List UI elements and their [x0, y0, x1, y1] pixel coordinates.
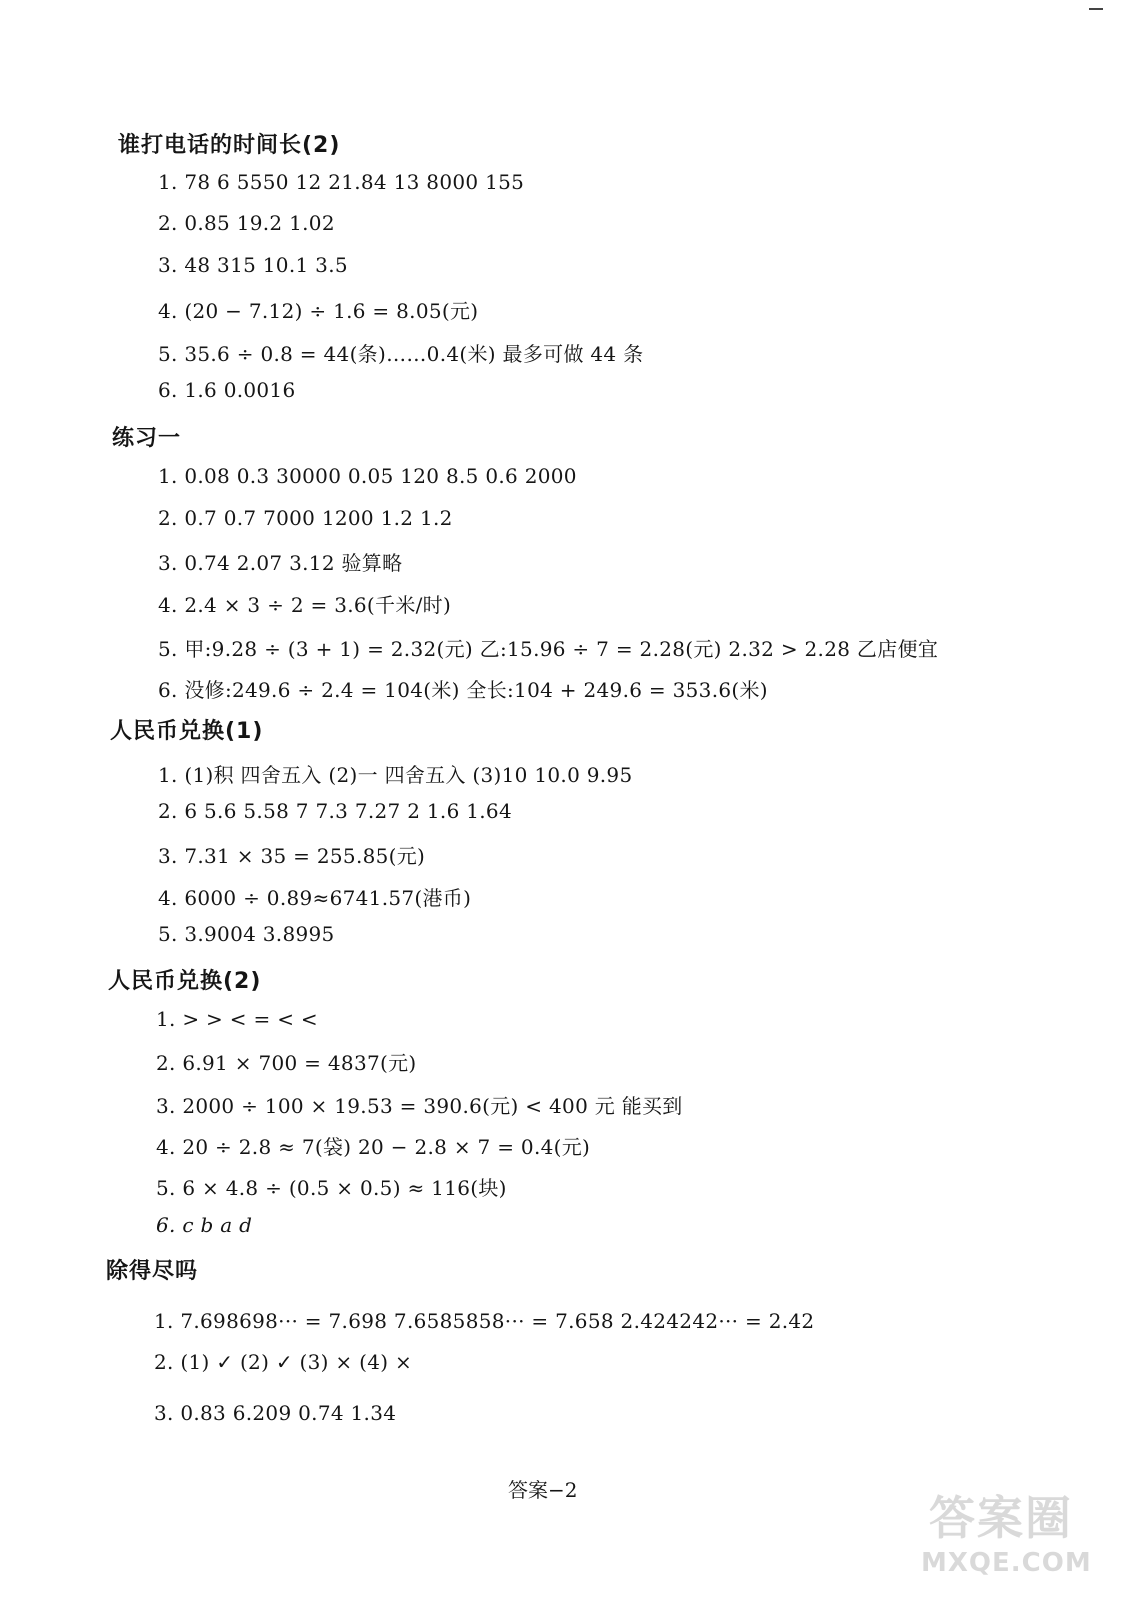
answer-line: 2. 0.7 0.7 7000 1200 1.2 1.2 [158, 506, 453, 530]
answer-line: 1. (1)积 四舍五入 (2)一 四舍五入 (3)10 10.0 9.95 [158, 763, 633, 787]
answer-line: 6. c b a d [156, 1213, 253, 1237]
answer-line: 4. (20 − 7.12) ÷ 1.6 = 8.05(元) [158, 299, 479, 323]
answer-line: 5. 35.6 ÷ 0.8 = 44(条)……0.4(米) 最多可做 44 条 [158, 342, 644, 366]
answer-line: 3. 2000 ÷ 100 × 19.53 = 390.6(元) < 400 元 能买到 [156, 1094, 683, 1118]
section-title-rmb-exchange-1: 人民币兑换(1) [110, 719, 264, 744]
answer-line: 3. 7.31 × 35 = 255.85(元) [158, 844, 426, 868]
answer-line: 4. 2.4 × 3 ÷ 2 = 3.6(千米/时) [158, 593, 452, 617]
answer-line: 1. 78 6 5550 12 21.84 13 8000 155 [158, 170, 525, 194]
answer-line: 1. > > < = < < [156, 1007, 318, 1031]
section-title-exercise-1: 练习一 [112, 426, 182, 451]
answer-line: 1. 7.698698··· = 7.698 7.6585858··· = 7.658 2.424242··· = 2.42 [154, 1309, 815, 1333]
answer-line: 3. 0.74 2.07 3.12 验算略 [158, 551, 403, 575]
section-title-call-time-2: 谁打电话的时间长(2) [118, 133, 341, 158]
answer-line: 2. 6 5.6 5.58 7 7.3 7.27 2 1.6 1.64 [158, 799, 512, 823]
answer-line: 2. 0.85 19.2 1.02 [158, 211, 335, 235]
answer-line: 5. 6 × 4.8 ÷ (0.5 × 0.5) ≈ 116(块) [156, 1176, 507, 1200]
watermark-logo [921, 1482, 1092, 1592]
answer-line: 6. 没修:249.6 ÷ 2.4 = 104(米) 全长:104 + 249.6 = 353.6(米) [158, 678, 768, 702]
answer-line: 5. 3.9004 3.8995 [158, 922, 335, 946]
answer-line: 3. 48 315 10.1 3.5 [158, 253, 348, 277]
answer-line: 2. 6.91 × 700 = 4837(元) [156, 1051, 417, 1075]
section-title-rmb-exchange-2: 人民币兑换(2) [108, 969, 262, 994]
answer-line: 4. 20 ÷ 2.8 ≈ 7(袋) 20 − 2.8 × 7 = 0.4(元) [156, 1135, 591, 1159]
corner-mark [1089, 8, 1103, 10]
section-title-divisible: 除得尽吗 [106, 1259, 199, 1284]
page-number: 答案−2 [508, 1478, 578, 1502]
answer-line: 3. 0.83 6.209 0.74 1.34 [154, 1401, 397, 1425]
answer-line: 2. (1) ✓ (2) ✓ (3) × (4) × [154, 1350, 413, 1374]
answer-line: 1. 0.08 0.3 30000 0.05 120 8.5 0.6 2000 [158, 464, 577, 488]
watermark-logo-text: 答案圈 [929, 1491, 1073, 1545]
answer-line: 5. 甲:9.28 ÷ (3 + 1) = 2.32(元) 乙:15.96 ÷ 7 = 2.28(元) 2.32 > 2.28 乙店便宜 [158, 637, 939, 661]
watermark-url-text: MXQE.COM [921, 1548, 1092, 1578]
answer-line: 6. 1.6 0.0016 [158, 378, 296, 402]
answer-line: 4. 6000 ÷ 0.89≈6741.57(港币) [158, 886, 472, 910]
